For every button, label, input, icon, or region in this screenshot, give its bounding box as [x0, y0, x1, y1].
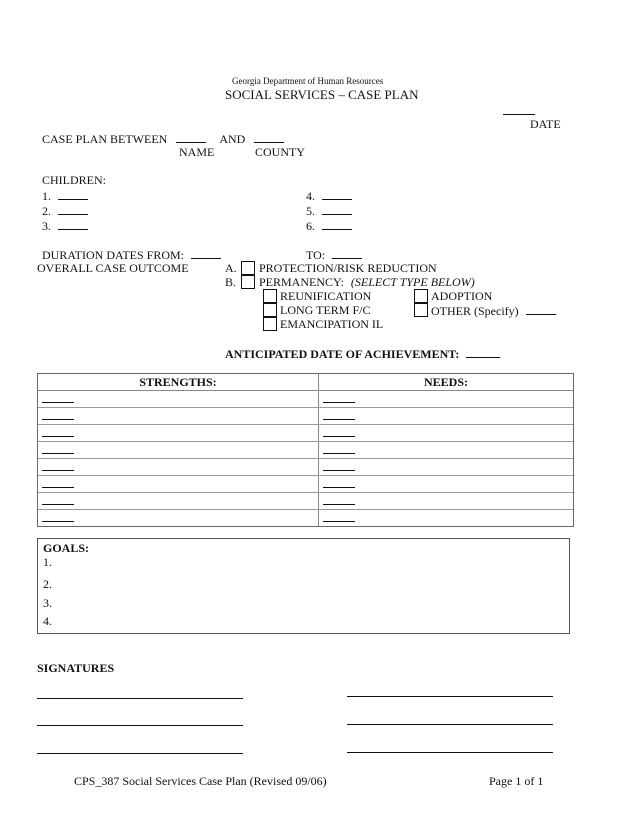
county-caption: COUNTY: [255, 145, 305, 159]
anticipated-date-label: ANTICIPATED DATE OF ACHIEVEMENT:: [225, 347, 460, 361]
strength-cell[interactable]: [38, 510, 319, 526]
strength-blank[interactable]: [42, 442, 74, 454]
strength-cell[interactable]: [38, 493, 319, 509]
goals-label: GOALS:: [43, 541, 90, 555]
permanency-note: (SELECT TYPE BELOW): [350, 275, 475, 289]
strength-cell[interactable]: [38, 459, 319, 475]
child-6-number: 6.: [306, 219, 315, 233]
goal-4[interactable]: 4.: [43, 614, 52, 628]
child-6-field[interactable]: [322, 218, 352, 230]
other-label: OTHER (Specify): [431, 304, 519, 318]
table-row: [38, 459, 573, 476]
need-cell[interactable]: [319, 459, 573, 475]
children-label: CHILDREN:: [42, 173, 106, 187]
permanency-row: [259, 275, 475, 289]
other-specify-field[interactable]: [526, 303, 556, 315]
anticipated-date-row: [225, 346, 500, 361]
need-blank[interactable]: [323, 459, 355, 471]
adoption-checkbox[interactable]: [414, 289, 428, 303]
outcome-b-prefix: B.: [225, 275, 237, 289]
table-row: [38, 493, 573, 510]
goal-2[interactable]: 2.: [43, 577, 52, 591]
signature-line-left-3[interactable]: [37, 753, 243, 754]
strength-cell[interactable]: [38, 442, 319, 458]
strength-cell[interactable]: [38, 425, 319, 441]
protection-checkbox[interactable]: [241, 261, 255, 275]
need-cell[interactable]: [319, 391, 573, 407]
child-3-field[interactable]: [58, 218, 88, 230]
strength-blank[interactable]: [42, 408, 74, 420]
name-caption: NAME: [179, 145, 215, 159]
permanency-checkbox[interactable]: [241, 275, 255, 289]
need-blank[interactable]: [323, 391, 355, 403]
permanency-label: PERMANENCY:: [259, 275, 344, 289]
outcome-a-prefix: A.: [225, 261, 237, 275]
long-term-fc-label: LONG TERM F/C: [280, 303, 371, 317]
case-plan-between-label: CASE PLAN BETWEEN: [42, 132, 168, 146]
child-5: [306, 203, 352, 218]
protection-label: PROTECTION/RISK REDUCTION: [259, 261, 437, 275]
strength-cell[interactable]: [38, 391, 319, 407]
duration-to-label: TO:: [306, 248, 326, 262]
child-6: [306, 218, 352, 233]
adoption-label: ADOPTION: [431, 289, 493, 303]
strengths-header: STRENGTHS:: [38, 374, 319, 390]
table-row: [38, 442, 573, 459]
table-row: [38, 391, 573, 408]
child-2-number: 2.: [42, 204, 51, 218]
need-blank[interactable]: [323, 408, 355, 420]
emancipation-label: EMANCIPATION IL: [280, 317, 384, 331]
signature-line-left-2[interactable]: [37, 725, 243, 726]
duration-to: [306, 247, 362, 262]
duration-from-label: DURATION DATES FROM:: [42, 248, 185, 262]
goal-1[interactable]: 1.: [43, 555, 52, 569]
strength-cell[interactable]: [38, 408, 319, 424]
table-row: [38, 510, 573, 526]
need-cell[interactable]: [319, 442, 573, 458]
need-cell[interactable]: [319, 408, 573, 424]
child-2-field[interactable]: [58, 203, 88, 215]
case-plan-name-field[interactable]: [176, 131, 206, 143]
footer-page-number: Page 1 of 1: [489, 774, 544, 788]
strengths-needs-table: [37, 373, 574, 527]
goals-box: [37, 538, 570, 634]
signature-line-right-3[interactable]: [347, 752, 553, 753]
overall-outcome-label: OVERALL CASE OUTCOME: [37, 261, 189, 275]
reunification-label: REUNIFICATION: [280, 289, 372, 303]
child-2: [42, 203, 88, 218]
strength-blank[interactable]: [42, 510, 74, 522]
table-body: [38, 391, 573, 526]
need-blank[interactable]: [323, 442, 355, 454]
reunification-checkbox[interactable]: [263, 289, 277, 303]
signature-line-right-1[interactable]: [347, 696, 553, 697]
need-blank[interactable]: [323, 476, 355, 488]
child-1-field[interactable]: [58, 188, 88, 200]
needs-header: NEEDS:: [423, 375, 468, 389]
need-cell[interactable]: [319, 510, 573, 526]
date-label: DATE: [530, 117, 561, 131]
need-blank[interactable]: [323, 493, 355, 505]
need-cell[interactable]: [319, 425, 573, 441]
child-5-number: 5.: [306, 204, 315, 218]
long-term-fc-checkbox[interactable]: [263, 303, 277, 317]
other-row: [431, 303, 556, 318]
need-cell[interactable]: [319, 476, 573, 492]
footer-form-name: CPS_387 Social Services Case Plan (Revised 09/06): [74, 774, 327, 788]
table-row: [38, 425, 573, 442]
signatures-label: SIGNATURES: [37, 661, 115, 675]
child-4: [306, 188, 352, 203]
other-checkbox[interactable]: [414, 303, 428, 317]
emancipation-checkbox[interactable]: [263, 317, 277, 331]
duration-from: [42, 247, 221, 262]
strength-blank[interactable]: [42, 425, 74, 437]
strength-cell[interactable]: [38, 476, 319, 492]
child-1-number: 1.: [42, 189, 51, 203]
signature-line-right-2[interactable]: [347, 724, 553, 725]
table-row: [38, 408, 573, 425]
table-header: [38, 374, 573, 391]
duration-from-field[interactable]: [191, 247, 221, 259]
case-plan-county-field[interactable]: [254, 131, 284, 143]
child-4-field[interactable]: [322, 188, 352, 200]
duration-to-field[interactable]: [332, 247, 362, 259]
form-title: SOCIAL SERVICES – CASE PLAN: [225, 87, 419, 102]
child-4-number: 4.: [306, 189, 315, 203]
agency-name: Georgia Department of Human Resources: [232, 76, 384, 86]
child-3: [42, 218, 88, 233]
strength-blank[interactable]: [42, 493, 74, 505]
strength-blank[interactable]: [42, 459, 74, 471]
goal-3[interactable]: 3.: [43, 596, 52, 610]
need-blank[interactable]: [323, 425, 355, 437]
child-5-field[interactable]: [322, 203, 352, 215]
strength-blank[interactable]: [42, 391, 74, 403]
signature-line-left-1[interactable]: [37, 698, 243, 699]
date-field[interactable]: [503, 103, 535, 115]
need-cell[interactable]: [319, 493, 573, 509]
child-1: [42, 188, 88, 203]
anticipated-date-field[interactable]: [466, 346, 500, 358]
case-plan-and-label: AND: [219, 132, 246, 146]
strength-blank[interactable]: [42, 476, 74, 488]
case-plan-between-row: [42, 131, 284, 146]
child-3-number: 3.: [42, 219, 51, 233]
table-row: [38, 476, 573, 493]
need-blank[interactable]: [323, 510, 355, 522]
